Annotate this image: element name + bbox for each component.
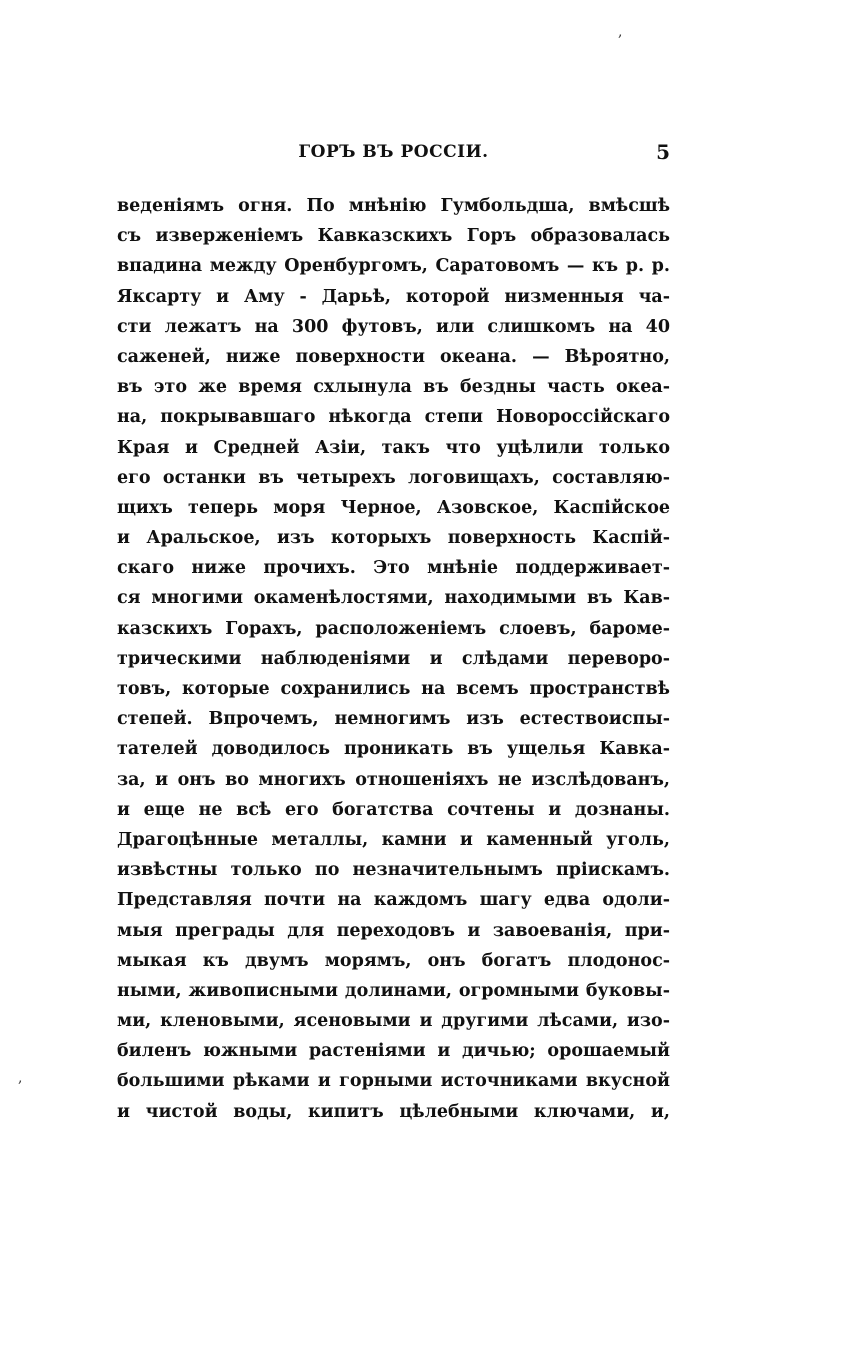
text-line: и Аральское, изъ которыхъ поверхность Каспій- [117,528,670,549]
text-line: извѣстны только по незначительнымъ пріискамъ. [117,860,670,881]
text-line: и еще не всѣ его богатства сочтены и дознаны. [117,799,670,820]
text-line: биленъ южными растеніями и дичью; орошаемый [117,1041,670,1062]
text-line: большими рѣками и горными источниками вкусной [117,1071,670,1092]
text-line: на, покрывавшаго нѣкогда степи Новороссійскаго [117,407,670,428]
text-line: товъ, которые сохранились на всемъ пространствѣ [117,679,670,699]
running-head [117,140,670,170]
text-line: ными, живописными долинами, огромными буковы- [117,980,670,1001]
text-line: сти лежатъ на 300 футовъ, или слишкомъ на 40 [117,316,670,337]
text-line: его останки въ четырехъ логовищахъ, составляю- [117,467,670,488]
text-line: Представляя почти на каждомъ шагу едва одоли- [117,890,670,911]
running-title: ГОРЪ ВЪ РОССІИ. [298,142,489,162]
text-line: саженей, ниже поверхности океана. — Вѣроятно, [117,346,670,367]
text-line: мыкая къ двумъ морямъ, онъ богатъ плодонос- [117,950,670,971]
print-speck: , [618,24,623,40]
body-text [117,191,670,1127]
text-line: и чистой воды, кипитъ цѣлебными ключами, и, [117,1101,670,1122]
text-line: впадина между Оренбургомъ, Саратовомъ — къ р. р. [117,256,670,277]
text-line: щихъ теперь моря Черное, Азовское, Каспійское [117,497,670,518]
text-line: Драгоцѣнные металлы, камни и каменный уголь, [117,829,670,850]
text-line: съ изверженіемъ Кавказскихъ Горъ образовалась [117,226,670,247]
text-line: мыя преграды для переходовъ и завоеванія, при- [117,920,670,941]
text-line: веденіямъ огня. По мнѣнію Гумбольдша, вмѣсшѣ [117,196,670,216]
print-speck: , [18,1070,23,1086]
text-line: тателей доводилось проникать въ ущелья Кавка- [117,739,670,760]
text-line: скаго ниже прочихъ. Это мнѣніе поддерживает- [117,558,670,579]
text-line: трическими наблюденіями и слѣдами переворо- [117,648,670,669]
text-line: Края и Средней Азіи, такъ что уцѣлили только [117,437,670,458]
page-number: 5 [656,140,670,164]
text-line: за, и онъ во многихъ отношеніяхъ не изслѣдованъ, [117,769,670,790]
text-line: въ это же время схлынула въ бездны часть океа- [117,377,670,398]
text-line: ми, кленовыми, ясеновыми и другими лѣсами, изо- [117,1011,670,1032]
text-line: Яксарту и Аму - Дарьѣ, которой низменныя ча- [117,286,670,307]
text-line: казскихъ Горахъ, расположеніемъ слоевъ, бароме- [117,618,670,639]
text-line: степей. Впрочемъ, немногимъ изъ естествоиспы- [117,709,670,730]
text-line: ся многими окаменѣлостями, находимыми въ Кав- [117,588,670,609]
